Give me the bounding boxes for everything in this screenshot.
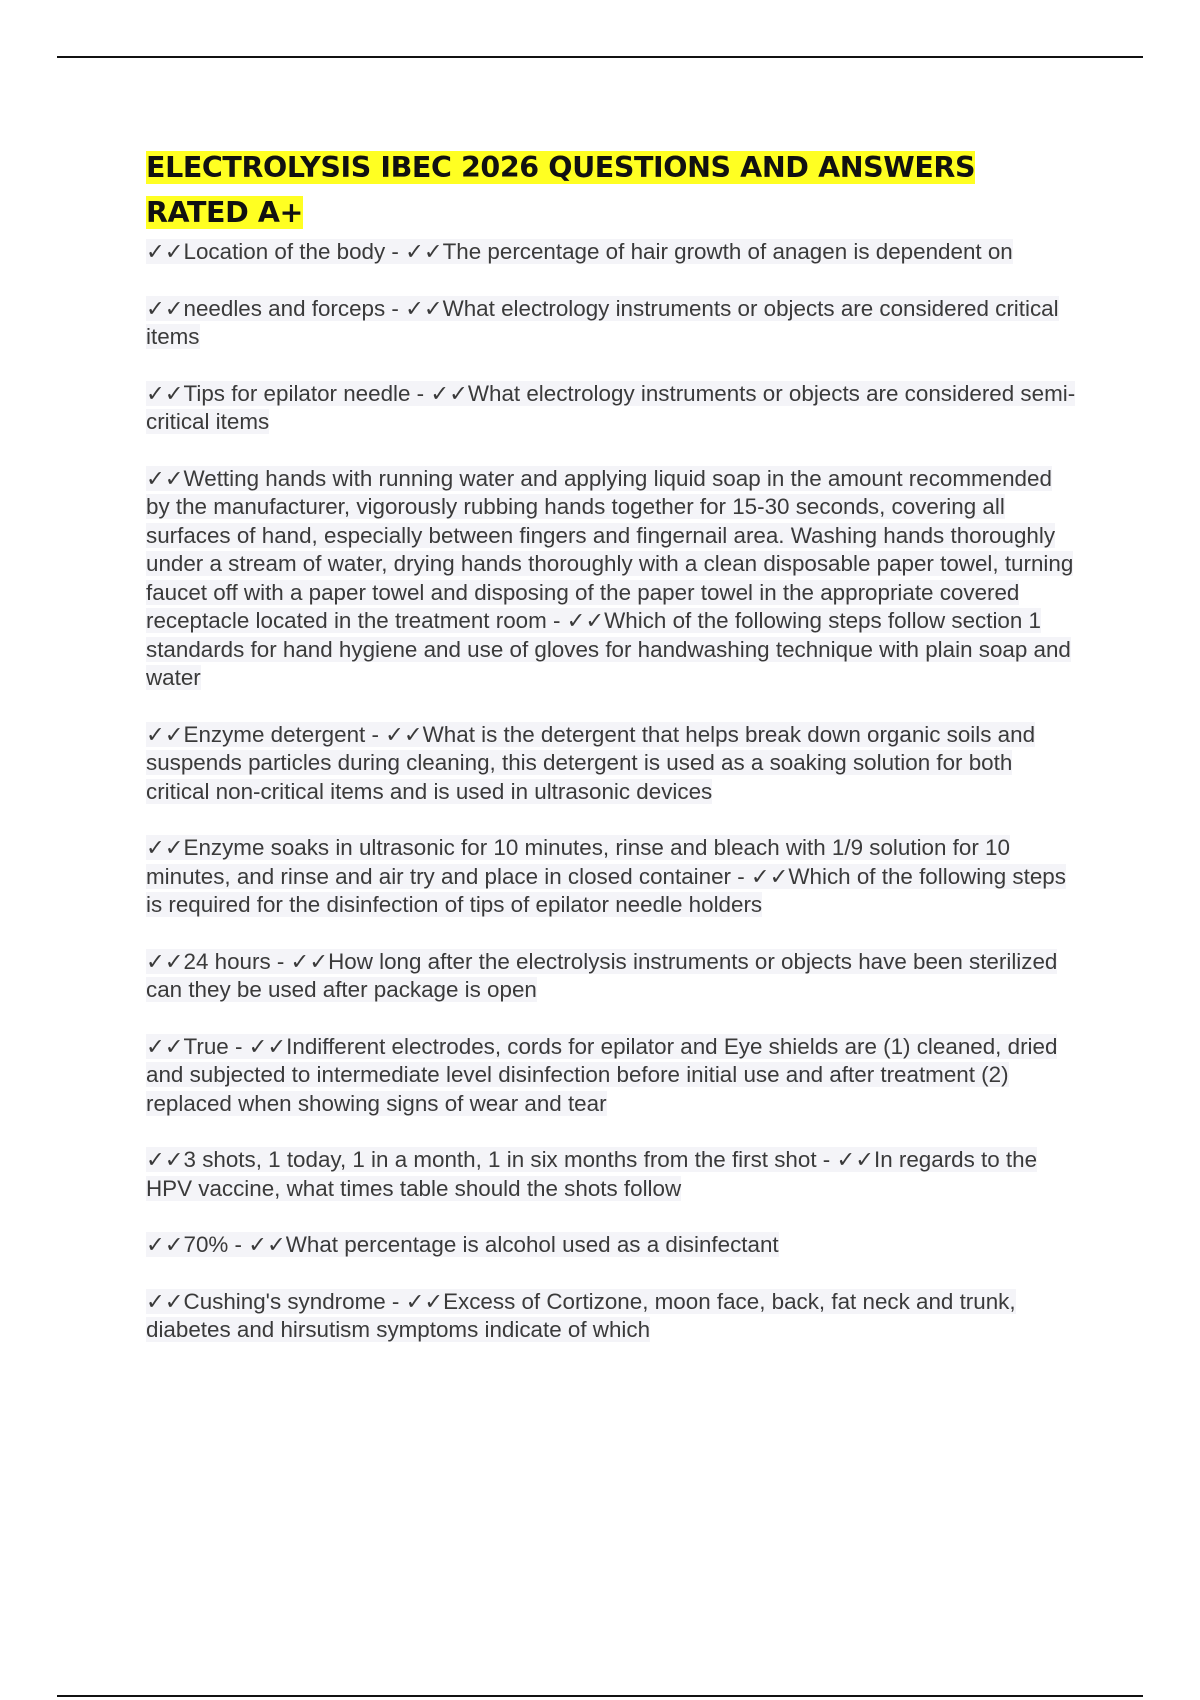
- qa-entry-text: ✓✓Location of the body - ✓✓The percentage of hair growth of anagen is dependent on: [146, 239, 1013, 264]
- qa-entry-text: ✓✓Wetting hands with running water and applying liquid soap in the amount recommended by the manufacturer, vigorously rubbing hands together for 15-30 seconds, covering all surfaces of hand, especially between fingers and fingernail area. Washing hands thoroughly under a stream of water, drying hands thoroughly with a clean disposable paper towel, turning faucet off with a paper towel and disposing of the paper towel in the appropriate covered receptacle located in the treatment room - ✓✓Which of the following steps follow section 1 standards for hand hygiene and use of gloves for handwashing technique with plain soap and water: [146, 465, 1074, 690]
- qa-entry: [146, 1033, 1081, 1119]
- qa-entry-text: ✓✓24 hours - ✓✓How long after the electrolysis instruments or objects have been sterilized can they be used after package is open: [146, 948, 1058, 1002]
- document-body: [146, 145, 1081, 1373]
- qa-entry: [146, 834, 1081, 920]
- footer-rule: [57, 1695, 1143, 1697]
- qa-entry-text: ✓✓3 shots, 1 today, 1 in a month, 1 in six months from the first shot - ✓✓In regards to the HPV vaccine, what times table should the shots follow: [146, 1147, 1038, 1201]
- document-title: [146, 145, 1081, 235]
- qa-entry: [146, 465, 1081, 693]
- qa-entry: [146, 1231, 1081, 1260]
- qa-entry-text: ✓✓Cushing's syndrome - ✓✓Excess of Cortizone, moon face, back, fat neck and trunk, diabetes and hirsutism symptoms indicate of which: [146, 1288, 1016, 1342]
- qa-entry-text: ✓✓70% - ✓✓What percentage is alcohol used as a disinfectant: [146, 1232, 779, 1257]
- qa-entry-text: ✓✓Tips for epilator needle - ✓✓What electrology instruments or objects are considered semi-critical items: [146, 380, 1076, 434]
- qa-entry-text: ✓✓Enzyme soaks in ultrasonic for 10 minutes, rinse and bleach with 1/9 solution for 10 minutes, and rinse and air try and place in closed container - ✓✓Which of the following steps is required for the disinfection of tips of epilator needle holders: [146, 835, 1066, 917]
- qa-entry-text: ✓✓needles and forceps - ✓✓What electrology instruments or objects are considered critical items: [146, 295, 1059, 349]
- qa-entry: [146, 1288, 1081, 1345]
- qa-entry: [146, 295, 1081, 352]
- qa-entry-text: ✓✓True - ✓✓Indifferent electrodes, cords for epilator and Eye shields are (1) cleaned, dried and subjected to intermediate level disinfection before initial use and after treatment (2) replaced when showing signs of wear and tear: [146, 1033, 1058, 1116]
- qa-entry: [146, 948, 1081, 1005]
- qa-entry: [146, 721, 1081, 807]
- qa-entry: [146, 380, 1081, 437]
- qa-entry-text: ✓✓Enzyme detergent - ✓✓What is the detergent that helps break down organic soils and suspends particles during cleaning, this detergent is used as a soaking solution for both critical non-critical items and is used in ultrasonic devices: [146, 721, 1036, 804]
- qa-entry: [146, 1146, 1081, 1203]
- qa-entry: [146, 238, 1081, 267]
- header-rule: [57, 56, 1143, 58]
- document-title-text: ELECTROLYSIS IBEC 2026 QUESTIONS AND ANSWERS RATED A+: [146, 151, 976, 229]
